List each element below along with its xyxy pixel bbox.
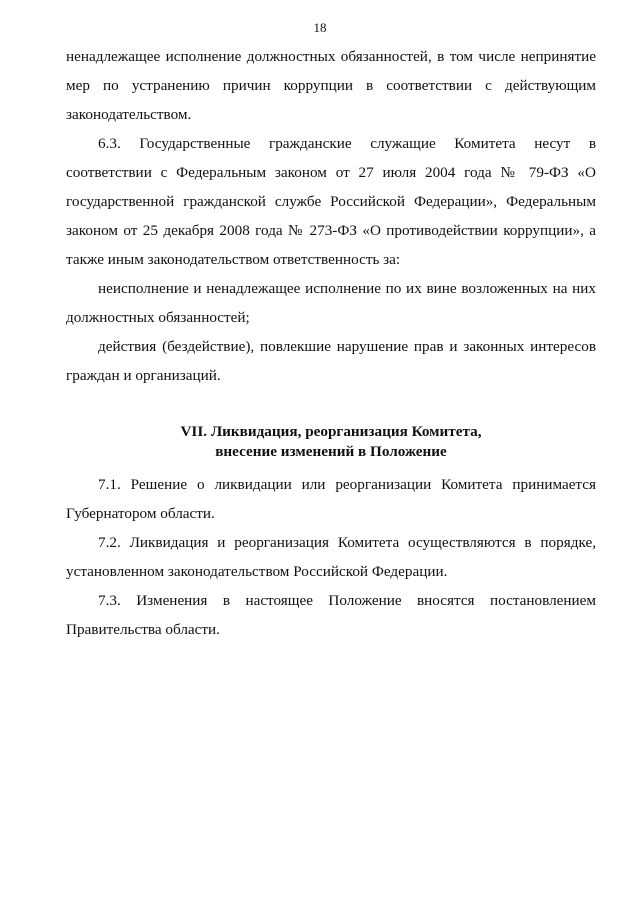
paragraph-responsibility-item-1: неисполнение и ненадлежащее исполнение по их вине возложенных на них должностных обязанностей;	[66, 280, 596, 326]
section-heading	[66, 422, 596, 462]
document-body	[66, 42, 596, 644]
section-heading-line-1: VII. Ликвидация, реорганизация Комитета,	[180, 423, 482, 440]
section-heading-line-2: внесение изменений в Положение	[215, 443, 447, 460]
paragraph-7-3: 7.3. Изменения в настоящее Положение вносятся постановлением Правительства области.	[66, 592, 596, 638]
paragraph-7-2: 7.2. Ликвидация и реорганизация Комитета осуществляются в порядке, установленном законодательством Российской Федерации.	[66, 534, 596, 580]
paragraph-6-3: 6.3. Государственные гражданские служащие Комитета несут в соответствии с Федеральным законом от 27 июля 2004 года № 79-ФЗ «О государственной гражданской службе Российской Федерации», Федеральным законом от 25 декабря 2008 года № 273-ФЗ «О противодействии коррупции», а также иным законодательством ответственность за:	[66, 135, 596, 268]
page-number: 18	[313, 20, 327, 35]
paragraph-responsibility-item-2: действия (бездействие), повлекшие нарушение прав и законных интересов граждан и организаций.	[66, 338, 596, 384]
paragraph-7-1: 7.1. Решение о ликвидации или реорганизации Комитета принимается Губернатором области.	[66, 476, 596, 522]
paragraph-continuation: ненадлежащее исполнение должностных обязанностей, в том числе непринятие мер по устранению причин коррупции в соответствии с действующим законодательством.	[66, 48, 596, 123]
